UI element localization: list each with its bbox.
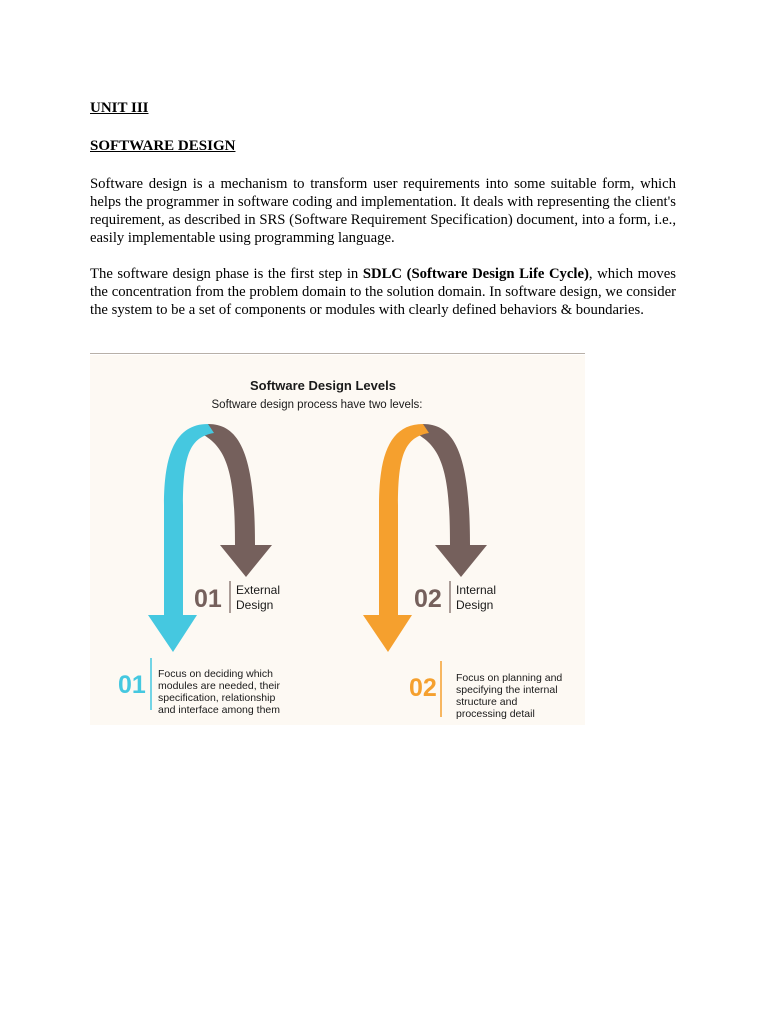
sdlc-paragraph — [90, 265, 676, 319]
figure-top-rule — [90, 353, 585, 354]
level-1-label-line1: External — [236, 583, 281, 597]
level-2-number: 02 — [414, 585, 442, 613]
level-2-desc-number: 02 — [409, 674, 437, 702]
figure-title: Software Design Levels — [250, 378, 396, 393]
level-2-desc-line-3: structure and — [456, 696, 518, 708]
level-1-brown-arrow-shape — [200, 424, 272, 577]
level-2-desc-line-1: Focus on planning and — [456, 672, 563, 684]
level-2-desc-line-4: processing detail — [456, 708, 535, 720]
figure-subtitle: Software design process have two levels: — [211, 399, 423, 411]
level-1-arrows — [148, 424, 272, 652]
section-title: SOFTWARE DESIGN — [90, 138, 236, 154]
level-1-desc-line-2: modules are needed, their — [158, 680, 280, 692]
level-2-label-line1: Internal — [456, 583, 497, 597]
design-levels-figure — [90, 355, 585, 725]
level-2-desc-line-2: specifying the internal — [456, 684, 558, 696]
intro-paragraph: Software design is a mechanism to transform user requirements into some suitable form, which helps the programmer in software coding and implementation. It deals with representing the client's requirement, as described in SRS (Software Requirement Specification) document, into a form, i.e., easily implementable using programming language. — [90, 176, 676, 246]
level-2-orange-arrow-shape — [363, 424, 429, 652]
level-1-cyan-arrow-shape — [148, 424, 214, 652]
design-levels-diagram — [90, 355, 585, 725]
unit-heading: UNIT III — [90, 100, 149, 116]
level-1-label-line2: Design — [236, 598, 274, 612]
level-2-arrows — [363, 424, 487, 652]
sdlc-text-after: , which moves the concentration from the problem domain to the solution domain. In software design, we consider the system to be a set of components or modules with clearly defined behaviors & boundaries. — [90, 266, 676, 318]
sdlc-term: SDLC (Software Design Life Cycle) — [362, 266, 589, 282]
level-2-label-line2: Design — [456, 598, 494, 612]
level-2-brown-arrow-shape — [415, 424, 487, 577]
level-1-desc-line-4: and interface among them — [158, 704, 280, 716]
level-1-number: 01 — [194, 585, 222, 613]
level-1-desc-number: 01 — [118, 671, 146, 699]
level-1-desc-line-3: specification, relationship — [158, 692, 276, 704]
level-1-desc-line-1: Focus on deciding which — [158, 668, 273, 680]
sdlc-text-before: The software design phase is the first step in — [90, 266, 363, 282]
